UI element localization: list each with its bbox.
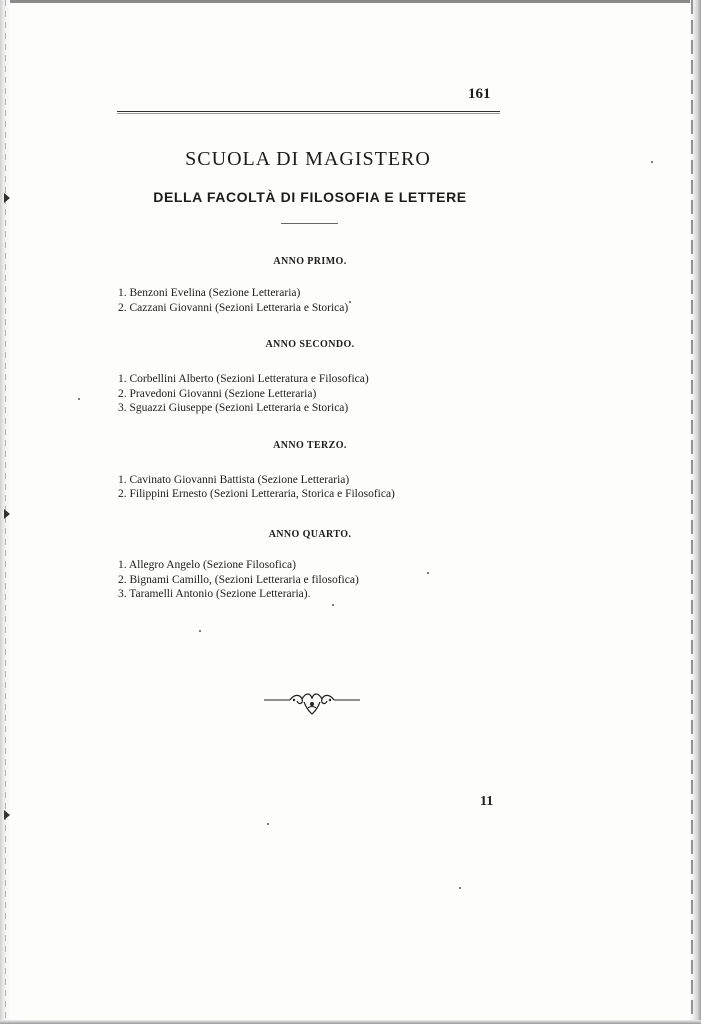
section-heading: ANNO TERZO. — [273, 440, 347, 451]
scan-edge-top — [0, 0, 701, 3]
header-rule — [117, 111, 500, 112]
list-item: 3. Taramelli Antonio (Sezione Letteraria). — [118, 588, 311, 600]
speck — [267, 823, 269, 825]
fleuron-ornament-icon — [264, 690, 360, 716]
list-item: 2. Bignami Camillo, (Sezioni Letteraria e filosofica) — [118, 574, 359, 586]
header-rule-thin — [117, 113, 500, 114]
list-item: 2. Pravedoni Giovanni (Sezione Letteraria) — [118, 388, 317, 400]
signature-mark: 11 — [480, 794, 494, 809]
section-heading: ANNO QUARTO. — [268, 529, 352, 540]
list-item: 2. Cazzani Giovanni (Sezioni Letteraria e Storica) — [118, 302, 349, 314]
binding-mark — [4, 810, 10, 820]
speck — [651, 161, 653, 163]
page-number: 161 — [468, 86, 491, 102]
section-heading: ANNO PRIMO. — [273, 256, 347, 267]
page-title: SCUOLA DI MAGISTERO — [185, 148, 431, 170]
speck — [459, 887, 461, 889]
page-subtitle: DELLA FACOLTÀ DI FILOSOFIA E LETTERE — [153, 189, 467, 205]
list-item: 2. Filippini Ernesto (Sezioni Letteraria, Storica e Filosofica) — [118, 488, 395, 500]
scan-edge-right-line — [691, 0, 693, 1024]
title-divider — [281, 223, 338, 224]
binding-mark — [4, 509, 10, 519]
scan-edge-bottom — [0, 1020, 701, 1024]
speck — [332, 604, 334, 606]
speck — [349, 301, 351, 303]
list-item: 1. Cavinato Giovanni Battista (Sezione Letteraria) — [118, 474, 350, 486]
list-item: 3. Sguazzi Giuseppe (Sezioni Letteraria e Storica) — [118, 402, 349, 414]
list-item: 1. Allegro Angelo (Sezione Filosofica) — [118, 559, 296, 571]
section-heading: ANNO SECONDO. — [265, 339, 355, 350]
speck — [78, 398, 80, 400]
speck — [427, 572, 429, 574]
list-item: 1. Benzoni Evelina (Sezione Letteraria) — [118, 287, 301, 299]
list-item: 1. Corbellini Alberto (Sezioni Letteratura e Filosofica) — [118, 373, 369, 385]
speck — [199, 630, 201, 632]
